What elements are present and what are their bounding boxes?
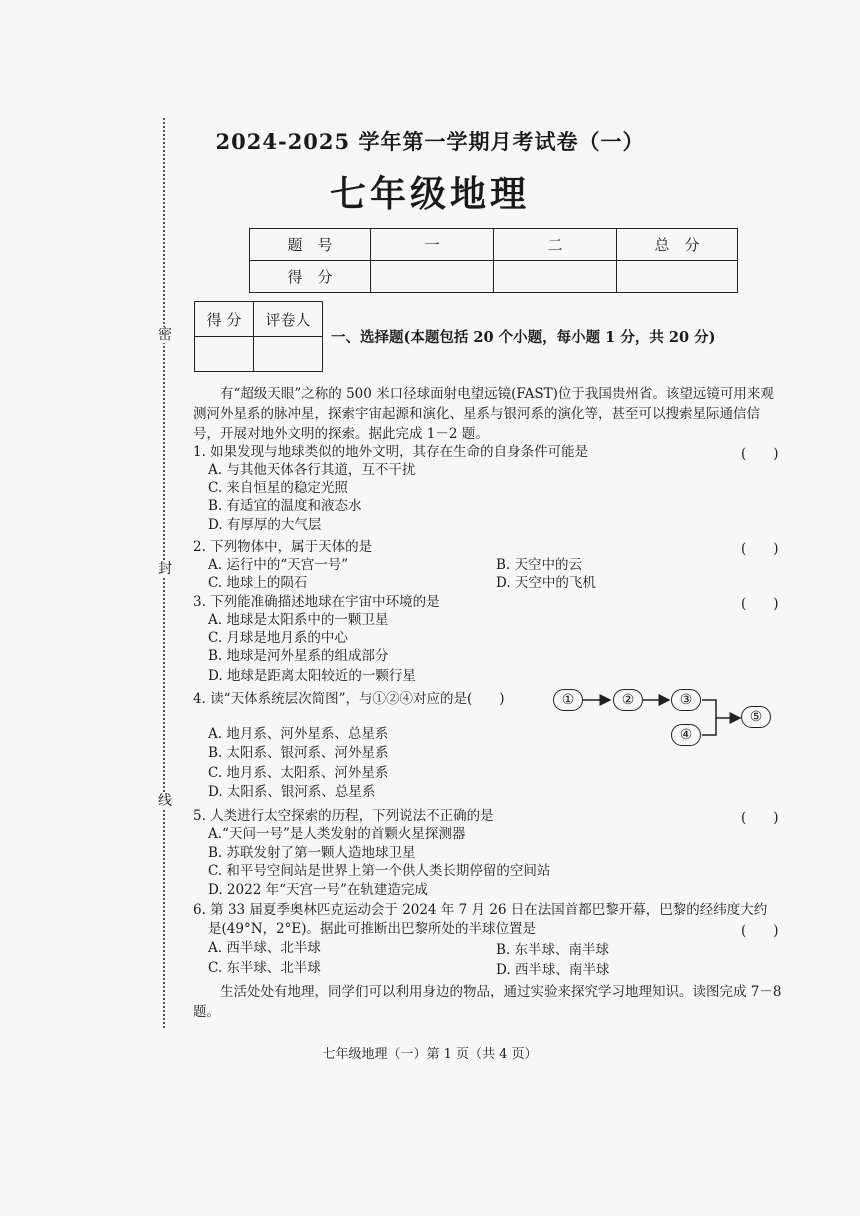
diagram-node-4: ④ <box>671 724 701 746</box>
score-cell-part2[interactable] <box>494 261 617 293</box>
question-6-answer-blank[interactable]: ( ) <box>741 923 779 939</box>
question-6-option-d[interactable]: D. 西半球、南半球 <box>496 962 610 978</box>
question-2-option-c[interactable]: C. 地球上的陨石 <box>208 575 308 591</box>
binding-mark-mi: 密 <box>158 327 172 343</box>
score-cell-part1[interactable] <box>371 261 494 293</box>
score-cell-total[interactable] <box>617 261 738 293</box>
score-table-header-label: 题 号 <box>250 229 371 261</box>
score-table-header-part1: 一 <box>371 229 494 261</box>
score-table <box>249 228 738 293</box>
question-2-option-b[interactable]: B. 天空中的云 <box>496 557 583 573</box>
question-1-stem: 1. 如果发现与地球类似的地外文明，其存在生命的自身条件可能是 <box>193 444 589 460</box>
question-5-option-a[interactable]: A.“天问一号”是人类发射的首颗火星探测器 <box>208 826 466 842</box>
question-2-option-a[interactable]: A. 运行中的“天宫一号” <box>208 557 349 573</box>
question-5-stem: 5. 人类进行太空探索的历程，下列说法不正确的是 <box>193 808 494 824</box>
question-4-stem: 4. 读“天体系统层次简图”，与①②④对应的是( ) <box>193 691 505 707</box>
question-6-option-a[interactable]: A. 西半球、北半球 <box>208 940 321 956</box>
question-5-answer-blank[interactable]: ( ) <box>741 810 779 826</box>
binding-mark-xian: 线 <box>158 793 172 809</box>
grader-score-cell[interactable] <box>195 337 254 372</box>
grader-name-label: 评卷人 <box>254 302 323 337</box>
page-footer: 七年级地理（一）第 1 页（共 4 页） <box>322 1047 538 1062</box>
question-4-option-d[interactable]: D. 太阳系、银河系、总星系 <box>208 784 376 800</box>
section-heading: 一、选择题(本题包括 20 个小题，每小题 1 分，共 20 分) <box>331 329 716 346</box>
score-table-score-label: 得 分 <box>250 261 371 293</box>
diagram-node-5: ⑤ <box>741 706 771 728</box>
question-1-option-c[interactable]: C. 来自恒星的稳定光照 <box>208 480 348 496</box>
binding-mark-feng: 封 <box>158 561 172 577</box>
exam-subject: 七年级地理 <box>329 173 530 215</box>
question-2-stem: 2. 下列物体中，属于天体的是 <box>193 539 373 555</box>
question-6-stem: 6. 第 33 届夏季奥林匹克运动会于 2024 年 7 月 26 日在法国首都巴黎开幕，巴黎的经纬度大约 <box>193 902 768 918</box>
question-3-option-b[interactable]: B. 地球是河外星系的组成部分 <box>208 648 389 664</box>
score-table-header-total: 总 分 <box>617 229 738 261</box>
exam-title: 2024-2025 学年第一学期月考试卷（一） <box>215 129 645 154</box>
question-3-option-d[interactable]: D. 地球是距离太阳较近的一颗行星 <box>208 668 416 684</box>
intro-paragraph: 有“超级天眼”之称的 500 米口径球面射电望远镜(FAST)位于我国贵州省。该望远镜可用来观测河外星系的脉冲星，探索宇宙起源和演化、星系与银河系的演化等，甚至可以搜索星际通信信号，开展对地外文明的探索。据此完成 1－2 题。 <box>193 386 774 442</box>
question-2-answer-blank[interactable]: ( ) <box>741 541 779 557</box>
question-5-option-d[interactable]: D. 2022 年“天宫一号”在轨建造完成 <box>208 882 428 898</box>
bracket-3-4 <box>702 700 716 735</box>
question-6-option-c[interactable]: C. 东半球、北半球 <box>208 960 321 976</box>
question-1-option-a[interactable]: A. 与其他天体各行其道，互不干扰 <box>208 462 416 478</box>
grader-score-label: 得 分 <box>195 302 254 337</box>
question-5-option-c[interactable]: C. 和平号空间站是世界上第一个供人类长期停留的空间站 <box>208 863 551 879</box>
intro-paragraph-2: 生活处处有地理，同学们可以利用身边的物品，通过实验来探究学习地理知识。读图完成 7－8 题。 <box>193 984 782 1020</box>
diagram-node-3: ③ <box>671 689 701 711</box>
question-5-option-b[interactable]: B. 苏联发射了第一颗人造地球卫星 <box>208 845 416 861</box>
question-1-option-b[interactable]: B. 有适宜的温度和液态水 <box>208 498 362 514</box>
grader-box <box>194 301 323 372</box>
question-3-stem: 3. 下列能准确描述地球在宇宙中环境的是 <box>193 594 440 610</box>
question-3-answer-blank[interactable]: ( ) <box>741 596 779 612</box>
diagram-node-2: ② <box>613 689 643 711</box>
question-6-option-b[interactable]: B. 东半球、南半球 <box>496 942 610 958</box>
question-1-option-d[interactable]: D. 有厚厚的大气层 <box>208 517 322 533</box>
grader-name-cell[interactable] <box>254 337 323 372</box>
question-4-option-a[interactable]: A. 地月系、河外星系、总星系 <box>208 726 389 742</box>
question-3-option-c[interactable]: C. 月球是地月系的中心 <box>208 630 348 646</box>
question-1-answer-blank[interactable]: ( ) <box>741 446 779 462</box>
diagram-node-1: ① <box>553 689 583 711</box>
question-2-option-d[interactable]: D. 天空中的飞机 <box>496 575 596 591</box>
question-3-option-a[interactable]: A. 地球是太阳系中的一颗卫星 <box>208 612 389 628</box>
question-4-option-c[interactable]: C. 地月系、太阳系、河外星系 <box>208 765 389 781</box>
question-4-option-b[interactable]: B. 太阳系、银河系、河外星系 <box>208 745 389 761</box>
score-table-header-part2: 二 <box>494 229 617 261</box>
question-6-stem-continued: 是(49°N，2°E)。据此可推断出巴黎所处的半球位置是 <box>208 921 536 937</box>
